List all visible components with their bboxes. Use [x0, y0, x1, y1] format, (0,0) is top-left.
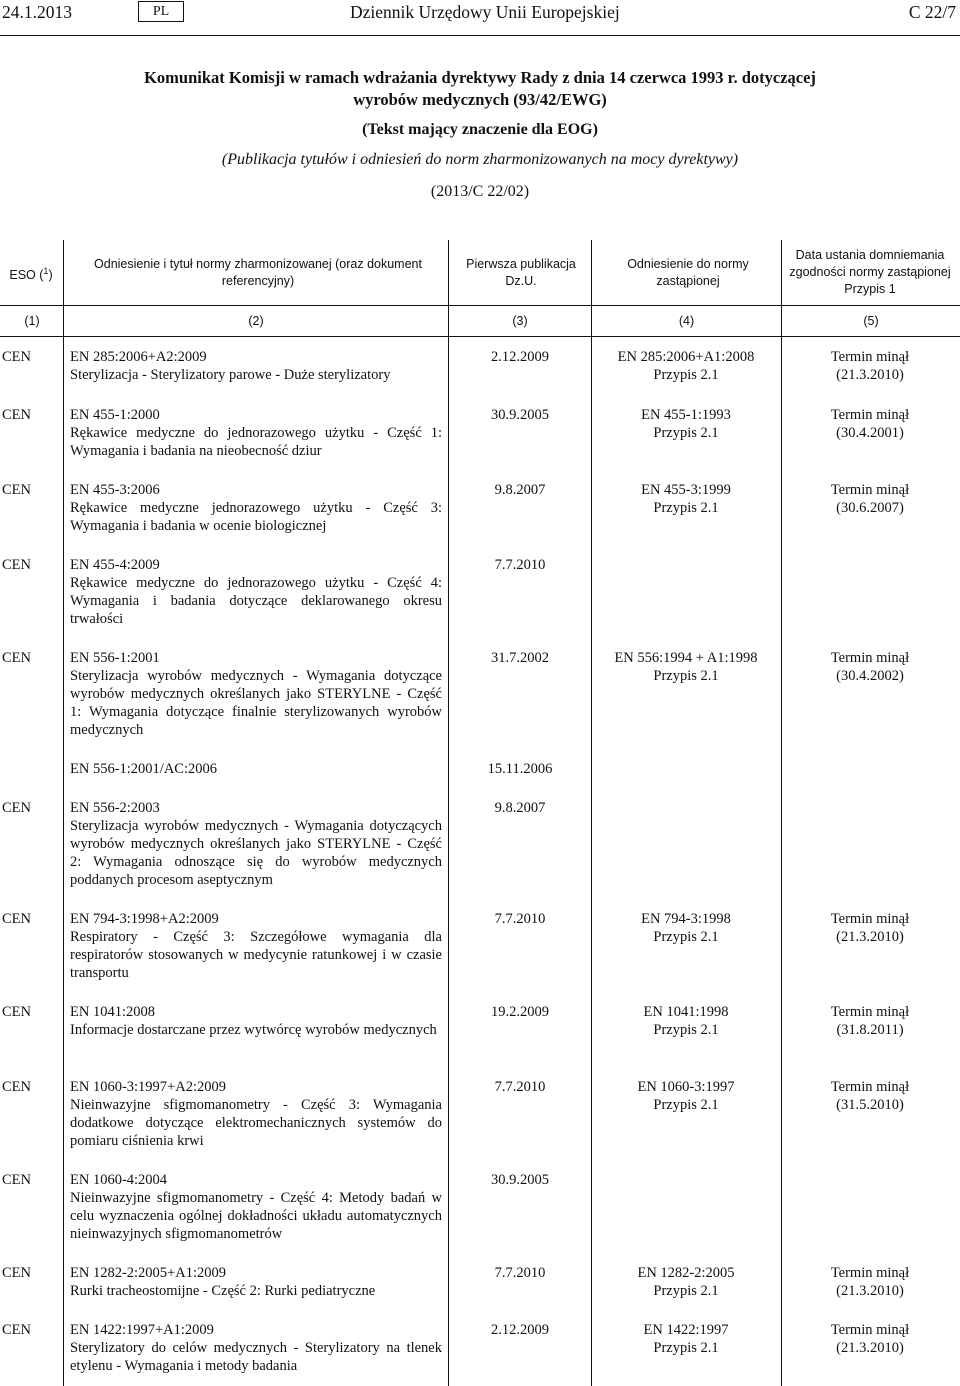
eso-cell: CEN: [2, 1172, 31, 1188]
superseded-standard-cell: EN 1041:1998 Przypis 2.1: [643, 1004, 729, 1038]
eso-cell: CEN: [2, 911, 31, 927]
column-number-3: (3): [512, 314, 528, 328]
standard-cell: [70, 1321, 442, 1375]
standard-cell: [70, 649, 442, 739]
standard-cell: [70, 348, 442, 384]
standard-cell: [70, 1003, 442, 1039]
header-eso-text: ESO (: [9, 268, 44, 283]
standard-cell: [70, 406, 442, 460]
publication-date-cell: 2.12.2009: [491, 349, 549, 365]
header-eso: [2, 263, 60, 284]
standard-cell: [70, 556, 442, 628]
standard-title: Rurki tracheostomijne - Część 2: Rurki pediatryczne: [70, 1283, 376, 1299]
cessation-date-cell: Termin minął (21.3.2010): [830, 1265, 910, 1299]
column-number-divider: [0, 336, 960, 337]
header-first-publication: Pierwsza publikacja Dz.U.: [466, 257, 576, 288]
superseded-standard-cell: EN 1282-2:2005 Przypis 2.1: [637, 1265, 735, 1299]
cessation-date-cell: Termin minął (21.3.2010): [830, 1322, 910, 1356]
column-divider: [591, 240, 592, 1386]
page-number: C 22/7: [908, 2, 956, 22]
eea-relevance: (Tekst mający znaczenie dla EOG): [362, 121, 598, 138]
standard-cell: [70, 799, 442, 889]
standard-code: EN 1060-4:2004: [70, 1172, 168, 1188]
page-header: [0, 0, 960, 36]
publication-date-cell: 30.9.2005: [491, 1172, 549, 1188]
standard-code: EN 455-4:2009: [70, 557, 160, 573]
title-line-2: wyrobów medycznych (93/42/EWG): [353, 90, 607, 109]
standard-code: EN 556-2:2003: [70, 800, 160, 816]
header-eso-end: ): [48, 268, 53, 283]
publication-date-cell: 31.7.2002: [491, 650, 549, 666]
superseded-standard-cell: EN 455-1:1993 Przypis 2.1: [641, 407, 731, 441]
publication-date-cell: 9.8.2007: [494, 482, 546, 498]
standard-cell: [70, 481, 442, 535]
eso-cell: CEN: [2, 349, 31, 365]
cessation-date-cell: Termin minął (30.4.2002): [830, 650, 910, 684]
standard-title: Rękawice medyczne do jednorazowego użytku - Część 4: Wymagania i badania dotyczące deklarowanego okresu trwałości: [70, 575, 442, 627]
standard-code: EN 794-3:1998+A2:2009: [70, 911, 219, 927]
publication-date-cell: 15.11.2006: [487, 761, 553, 777]
publication-date-cell: 7.7.2010: [494, 1079, 546, 1095]
column-divider: [63, 240, 64, 1386]
column-number-2: (2): [248, 314, 264, 328]
cessation-date-cell: Termin minął (31.8.2011): [830, 1004, 910, 1038]
title-line-1: Komunikat Komisji w ramach wdrażania dyrektywy Rady z dnia 14 czerwca 1993 r. dotyczącej: [144, 68, 816, 87]
standard-title: Informacje dostarczane przez wytwórcę wyrobów medycznych: [70, 1022, 437, 1038]
standard-title: Rękawice medyczne jednorazowego użytku - Część 3: Wymagania i badania w ocenie biologicznej: [70, 500, 442, 534]
column-number-5: (5): [863, 314, 879, 328]
publication-date-cell: 7.7.2010: [494, 911, 546, 927]
header-divider: [0, 305, 960, 306]
eso-cell: CEN: [2, 1079, 31, 1095]
superseded-standard-cell: EN 1422:1997 Przypis 2.1: [643, 1322, 729, 1356]
language-badge: PL: [138, 1, 184, 22]
publication-date: 24.1.2013: [2, 2, 72, 22]
standard-title: Respiratory - Część 3: Szczegółowe wymagania dla respiratorów stosowanych w medycynie ratunkowej i w czasie transportu: [70, 929, 442, 981]
standard-code: EN 1060-3:1997+A2:2009: [70, 1079, 226, 1095]
header-reference-title: Odniesienie i tytuł normy zharmonizowanej (oraz dokument referencyjny): [94, 257, 422, 288]
document-reference: (2013/C 22/02): [430, 183, 530, 200]
standard-code: EN 285:2006+A2:2009: [70, 349, 207, 365]
publication-date-cell: 7.7.2010: [494, 1265, 546, 1281]
column-number-1: (1): [24, 314, 40, 328]
column-divider: [448, 240, 449, 1386]
eso-cell: CEN: [2, 557, 31, 573]
document-title: [0, 67, 960, 111]
superseded-standard-cell: EN 1060-3:1997 Przypis 2.1: [637, 1079, 735, 1113]
standard-code: EN 556-1:2001/AC:2006: [70, 761, 218, 777]
eso-cell: CEN: [2, 800, 31, 816]
cessation-date-cell: Termin minął (31.5.2010): [830, 1079, 910, 1113]
publication-date-cell: 7.7.2010: [494, 557, 546, 573]
publication-note: (Publikacja tytułów i odniesień do norm zharmonizowanych na mocy dyrektywy): [221, 151, 739, 168]
eso-cell: CEN: [2, 1004, 31, 1020]
standard-title: Sterylizacja - Sterylizatory parowe - Duże sterylizatory: [70, 367, 391, 383]
superseded-standard-cell: EN 794-3:1998 Przypis 2.1: [641, 911, 731, 945]
column-divider: [781, 240, 782, 1386]
standard-title: Sterylizacja wyrobów medycznych - Wymagania dotyczących wyrobów medycznych określanych jako STERYLNE - Część 2: Wymagania odnoszące się do wyrobów medycznych poddanych procesom aseptycznym: [70, 818, 442, 888]
publication-date-cell: 2.12.2009: [491, 1322, 549, 1338]
footnote-ref: 1: [43, 266, 49, 276]
standard-code: EN 1422:1997+A1:2009: [70, 1322, 214, 1338]
standard-cell: [70, 760, 442, 778]
eso-cell: CEN: [2, 650, 31, 666]
cessation-date-cell: Termin minął (30.6.2007): [830, 482, 910, 516]
header-rule: [0, 35, 960, 36]
standard-title: Sterylizacja wyrobów medycznych - Wymagania dotyczące wyrobów medycznych określanych jako STERYLNE - Część 1: Wymagania dotyczące finalnie sterylizowanych wyrobów medycznych: [70, 668, 442, 738]
standard-code: EN 455-1:2000: [70, 407, 160, 423]
header-cessation-date: Data ustania domniemania zgodności normy zastąpionej Przypis 1: [789, 248, 951, 296]
column-number-4: (4): [678, 314, 695, 328]
publication-date-cell: 30.9.2005: [491, 407, 549, 423]
eso-cell: CEN: [2, 407, 31, 423]
cessation-date-cell: Termin minął (21.3.2010): [830, 911, 910, 945]
standard-code: EN 1282-2:2005+A1:2009: [70, 1265, 226, 1281]
journal-title: Dziennik Urzędowy Unii Europejskiej: [350, 2, 620, 22]
eso-cell: CEN: [2, 482, 31, 498]
standard-code: EN 455-3:2006: [70, 482, 160, 498]
standard-cell: [70, 1171, 442, 1243]
standard-code: EN 1041:2008: [70, 1004, 155, 1020]
standard-title: Sterylizatory do celów medycznych - Sterylizatory na tlenek etylenu - Wymagania i metody badania: [70, 1340, 442, 1374]
standard-cell: [70, 1078, 442, 1150]
standard-code: EN 556-1:2001: [70, 650, 160, 666]
publication-date-cell: 9.8.2007: [494, 800, 546, 816]
eso-cell: CEN: [2, 1322, 31, 1338]
superseded-standard-cell: EN 285:2006+A1:2008 Przypis 2.1: [617, 349, 755, 383]
header-superseded-standard: Odniesienie do normy zastąpionej: [627, 257, 749, 288]
standard-cell: [70, 910, 442, 982]
publication-date-cell: 19.2.2009: [491, 1004, 549, 1020]
cessation-date-cell: Termin minął (30.4.2001): [830, 407, 910, 441]
superseded-standard-cell: EN 556:1994 + A1:1998 Przypis 2.1: [614, 650, 758, 684]
superseded-standard-cell: EN 455-3:1999 Przypis 2.1: [641, 482, 731, 516]
standard-title: Nieinwazyjne sfigmomanometry - Część 4: Metody badań w celu wyznaczenia ogólnej dokładności układu automatycznych nieinwazyjnych sfigmomanometrów: [70, 1190, 442, 1242]
standard-cell: [70, 1264, 442, 1300]
eso-cell: CEN: [2, 1265, 31, 1281]
standard-title: Nieinwazyjne sfigmomanometry - Część 3: Wymagania dodatkowe dotyczące elektromechanicznych systemów do pomiaru ciśnienia krwi: [70, 1097, 442, 1149]
standard-title: Rękawice medyczne do jednorazowego użytku - Część 1: Wymagania i badania na nieobecność dziur: [70, 425, 442, 459]
cessation-date-cell: Termin minął (21.3.2010): [830, 349, 910, 383]
